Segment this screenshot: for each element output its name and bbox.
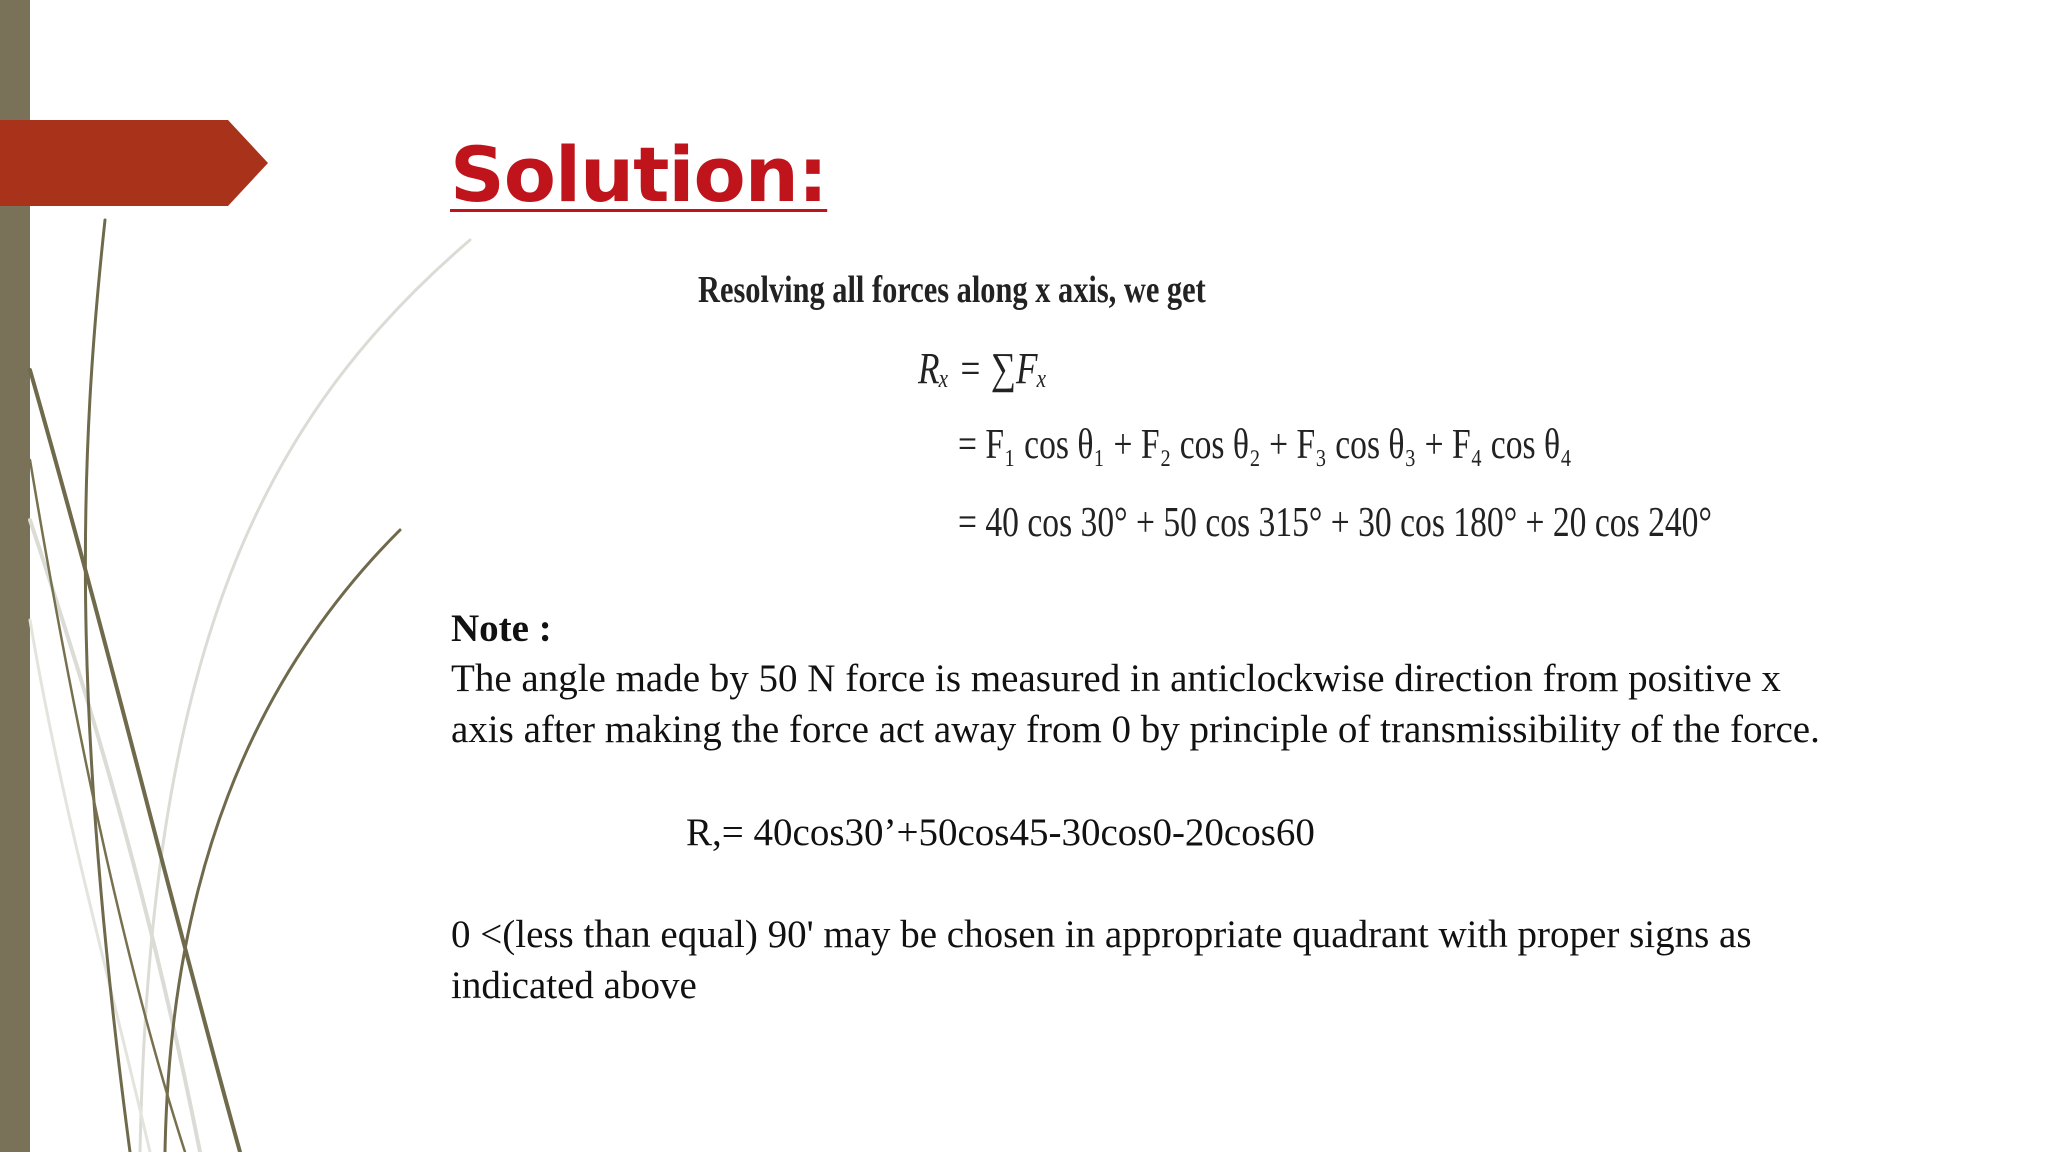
resultant-formula: R,= 40cos30’+50cos45-30cos0-20cos60 (686, 811, 1315, 854)
note-last-line-2: indicated above (451, 964, 697, 1007)
note-last-line-1: 0 <(less than equal) 90' may be chosen in appropriate quadrant with proper signs as (451, 913, 1752, 956)
note-heading: Note : (451, 607, 552, 650)
equation-line-3: = 40 cos 30° + 50 cos 315° + 30 cos 180° + 20 cos 240° (958, 500, 1712, 546)
equation-intro: Resolving all forces along x axis, we get (698, 269, 1206, 311)
curve-dark-3 (165, 530, 400, 1152)
curve-dark-4 (30, 460, 185, 1152)
note-line-1: The angle made by 50 N force is measured in anticlockwise direction from positive x (451, 657, 1781, 700)
curve-dark-1 (85, 220, 130, 1152)
curve-light-2 (30, 520, 200, 1152)
equation-line-1: Rₓ = ∑Fₓ (918, 344, 1048, 393)
slide-title: Solution: (450, 130, 828, 219)
title-arrow-tab (0, 120, 270, 206)
equation-line-2: = F₁ cos θ₁ + F₂ cos θ₂ + F₃ cos θ₃ + F₄ cos θ₄ (958, 422, 1572, 468)
curve-dark-2 (30, 370, 240, 1152)
curve-light-3 (30, 620, 150, 1152)
note-line-2: axis after making the force act away from 0 by principle of transmissibility of the force. (451, 708, 1820, 751)
curve-light-1 (140, 240, 470, 1152)
